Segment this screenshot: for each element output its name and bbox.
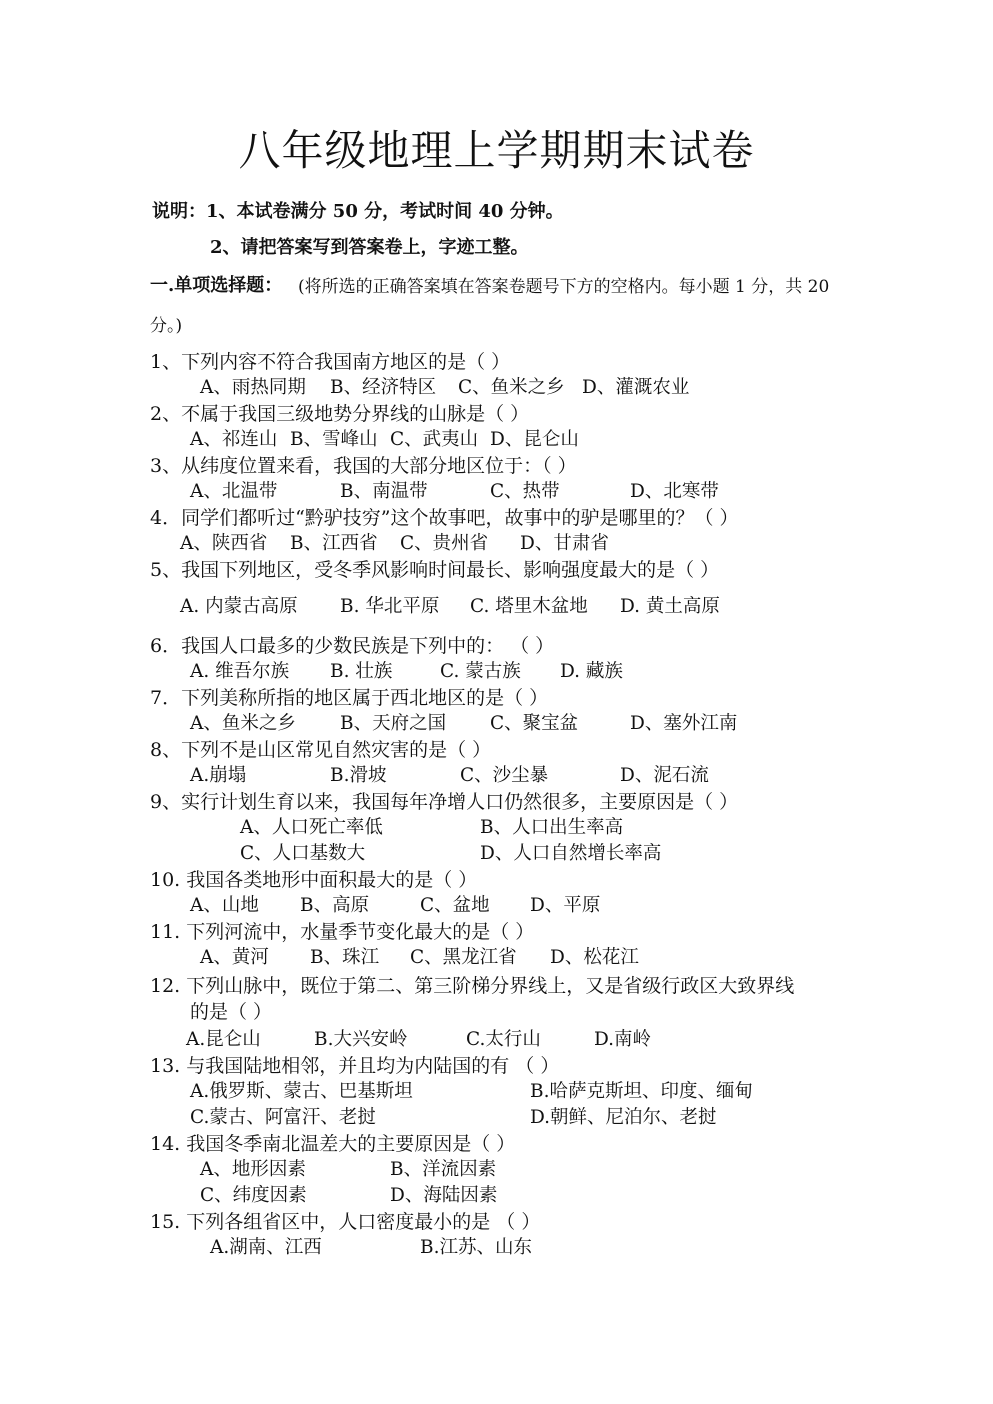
question-3-stem: 3、从纬度位置来看，我国的大部分地区位于：（ ） <box>150 455 577 477</box>
question-12-option-a: A.昆仑山 <box>186 1029 261 1050</box>
question-5-option-c: C. 塔里木盆地 <box>470 596 588 617</box>
question-7-option-a: A、鱼米之乡 <box>190 713 296 734</box>
question-8-option-a: A.崩塌 <box>190 765 247 786</box>
question-2-stem: 2、不属于我国三级地势分界线的山脉是（ ） <box>150 403 530 425</box>
question-13-option-c: C.蒙古、阿富汗、老挝 <box>190 1107 376 1128</box>
question-10-option-b: B、高原 <box>300 895 370 916</box>
instructions-label: 说明： <box>152 201 206 222</box>
question-13-option-b: B.哈萨克斯坦、印度、缅甸 <box>530 1081 753 1102</box>
question-14-stem: 14. 我国冬季南北温差大的主要原因是（ ） <box>150 1133 516 1155</box>
question-3-option-b: B、南温带 <box>340 481 428 502</box>
question-5-option-b: B. 华北平原 <box>340 596 440 617</box>
question-4-option-b: B、江西省 <box>290 533 378 554</box>
question-10-stem: 10. 我国各类地形中面积最大的是（ ） <box>150 869 478 891</box>
question-9-option-a: A、人口死亡率低 <box>240 817 383 838</box>
question-1-option-b: B、经济特区 <box>330 377 437 398</box>
question-11-option-c: C、黑龙江省 <box>410 947 517 968</box>
question-12-stem: 12. 下列山脉中，既位于第二、第三阶梯分界线上，又是省级行政区大致界线 <box>150 975 795 997</box>
section-note-cont: 分。) <box>150 316 183 336</box>
question-14-option-a: A、地形因素 <box>200 1159 306 1180</box>
question-12-option-d: D.南岭 <box>594 1029 652 1050</box>
question-7-option-d: D、塞外江南 <box>630 713 738 734</box>
question-1-option-c: C、鱼米之乡 <box>458 377 565 398</box>
question-10-option-c: C、盆地 <box>420 895 490 916</box>
question-14-option-b: B、洋流因素 <box>390 1159 497 1180</box>
question-1-option-a: A、雨热同期 <box>200 377 306 398</box>
question-14-option-c: C、纬度因素 <box>200 1185 307 1206</box>
question-3-option-a: A、北温带 <box>190 481 278 502</box>
instruction-item-1: 1、本试卷满分 50 分，考试时间 40 分钟。 <box>206 201 564 222</box>
question-15-stem: 15. 下列各组省区中，人口密度最小的是 （ ） <box>150 1211 541 1233</box>
question-6-stem: 6．我国人口最多的少数民族是下列中的： （ ） <box>150 635 555 657</box>
question-10-option-a: A、山地 <box>190 895 259 916</box>
question-9-option-b: B、人口出生率高 <box>480 817 624 838</box>
question-13-stem: 13. 与我国陆地相邻，并且均为内陆国的有 （ ） <box>150 1055 560 1077</box>
question-6-option-d: D. 藏族 <box>560 661 623 682</box>
page-title: 八年级地理上学期期末试卷 <box>238 126 755 175</box>
question-12-option-b: B.大兴安岭 <box>314 1029 408 1050</box>
question-11-stem: 11. 下列河流中，水量季节变化最大的是（ ） <box>150 921 535 943</box>
question-7-option-c: C、聚宝盆 <box>490 713 579 734</box>
question-1-option-d: D、灌溉农业 <box>582 377 690 398</box>
section-note: (将所选的正确答案填在答案卷题号下方的空格内。每小题 1 分，共 20 <box>298 277 830 297</box>
question-4-stem: 4．同学们都听过“黔驴技穷”这个故事吧，故事中的驴是哪里的？（ ） <box>150 507 739 529</box>
question-8-option-b: B.滑坡 <box>330 765 387 786</box>
question-1-stem: 1、下列内容不符合我国南方地区的是（ ） <box>150 351 511 373</box>
question-9-stem: 9、实行计划生育以来，我国每年净增人口仍然很多，主要原因是（ ） <box>150 791 739 813</box>
question-3-option-d: D、北寒带 <box>630 481 719 502</box>
question-3-option-c: C、热带 <box>490 481 560 502</box>
question-2-option-c: C、武夷山 <box>390 429 479 450</box>
question-4-option-c: C、贵州省 <box>400 533 489 554</box>
question-13-option-a: A.俄罗斯、蒙古、巴基斯坦 <box>190 1081 413 1102</box>
question-6-option-b: B. 壮族 <box>330 661 393 682</box>
question-8-stem: 8、下列不是山区常见自然灾害的是（ ） <box>150 739 492 761</box>
question-6-option-c: C. 蒙古族 <box>440 661 521 682</box>
question-10-option-d: D、平原 <box>530 895 601 916</box>
question-7-stem: 7．下列美称所指的地区属于西北地区的是（ ） <box>150 687 549 709</box>
section-heading: 一.单项选择题： <box>150 275 283 296</box>
question-11-option-a: A、黄河 <box>200 947 269 968</box>
question-6-option-a: A. 维吾尔族 <box>190 661 290 682</box>
question-13-option-d: D.朝鲜、尼泊尔、老挝 <box>530 1107 717 1128</box>
question-8-option-d: D、泥石流 <box>620 765 709 786</box>
instruction-item-2: 2、请把答案写到答案卷上，字迹工整。 <box>210 237 529 258</box>
question-15-option-b: B.江苏、山东 <box>420 1237 532 1258</box>
question-5-option-a: A. 内蒙古高原 <box>180 596 298 617</box>
question-5-stem: 5、我国下列地区，受冬季风影响时间最长、影响强度最大的是（ ） <box>150 559 720 581</box>
question-2-option-b: B、雪峰山 <box>290 429 378 450</box>
question-15-option-a: A.湖南、江西 <box>210 1237 322 1258</box>
question-5-option-d: D. 黄土高原 <box>620 596 720 617</box>
question-2-option-a: A、祁连山 <box>190 429 278 450</box>
question-11-option-d: D、松花江 <box>550 947 639 968</box>
question-2-option-d: D、昆仑山 <box>490 429 579 450</box>
question-12-option-c: C.太行山 <box>466 1029 541 1050</box>
question-4-option-a: A、陕西省 <box>180 533 268 554</box>
question-9-option-c: C、人口基数大 <box>240 843 366 864</box>
question-11-option-b: B、珠江 <box>310 947 380 968</box>
question-9-option-d: D、人口自然增长率高 <box>480 843 662 864</box>
question-14-option-d: D、海陆因素 <box>390 1185 498 1206</box>
question-7-option-b: B、天府之国 <box>340 713 447 734</box>
question-8-option-c: C、沙尘暴 <box>460 765 549 786</box>
question-12-stem-cont: 的是（ ） <box>190 1001 273 1023</box>
question-4-option-d: D、甘肃省 <box>520 533 609 554</box>
